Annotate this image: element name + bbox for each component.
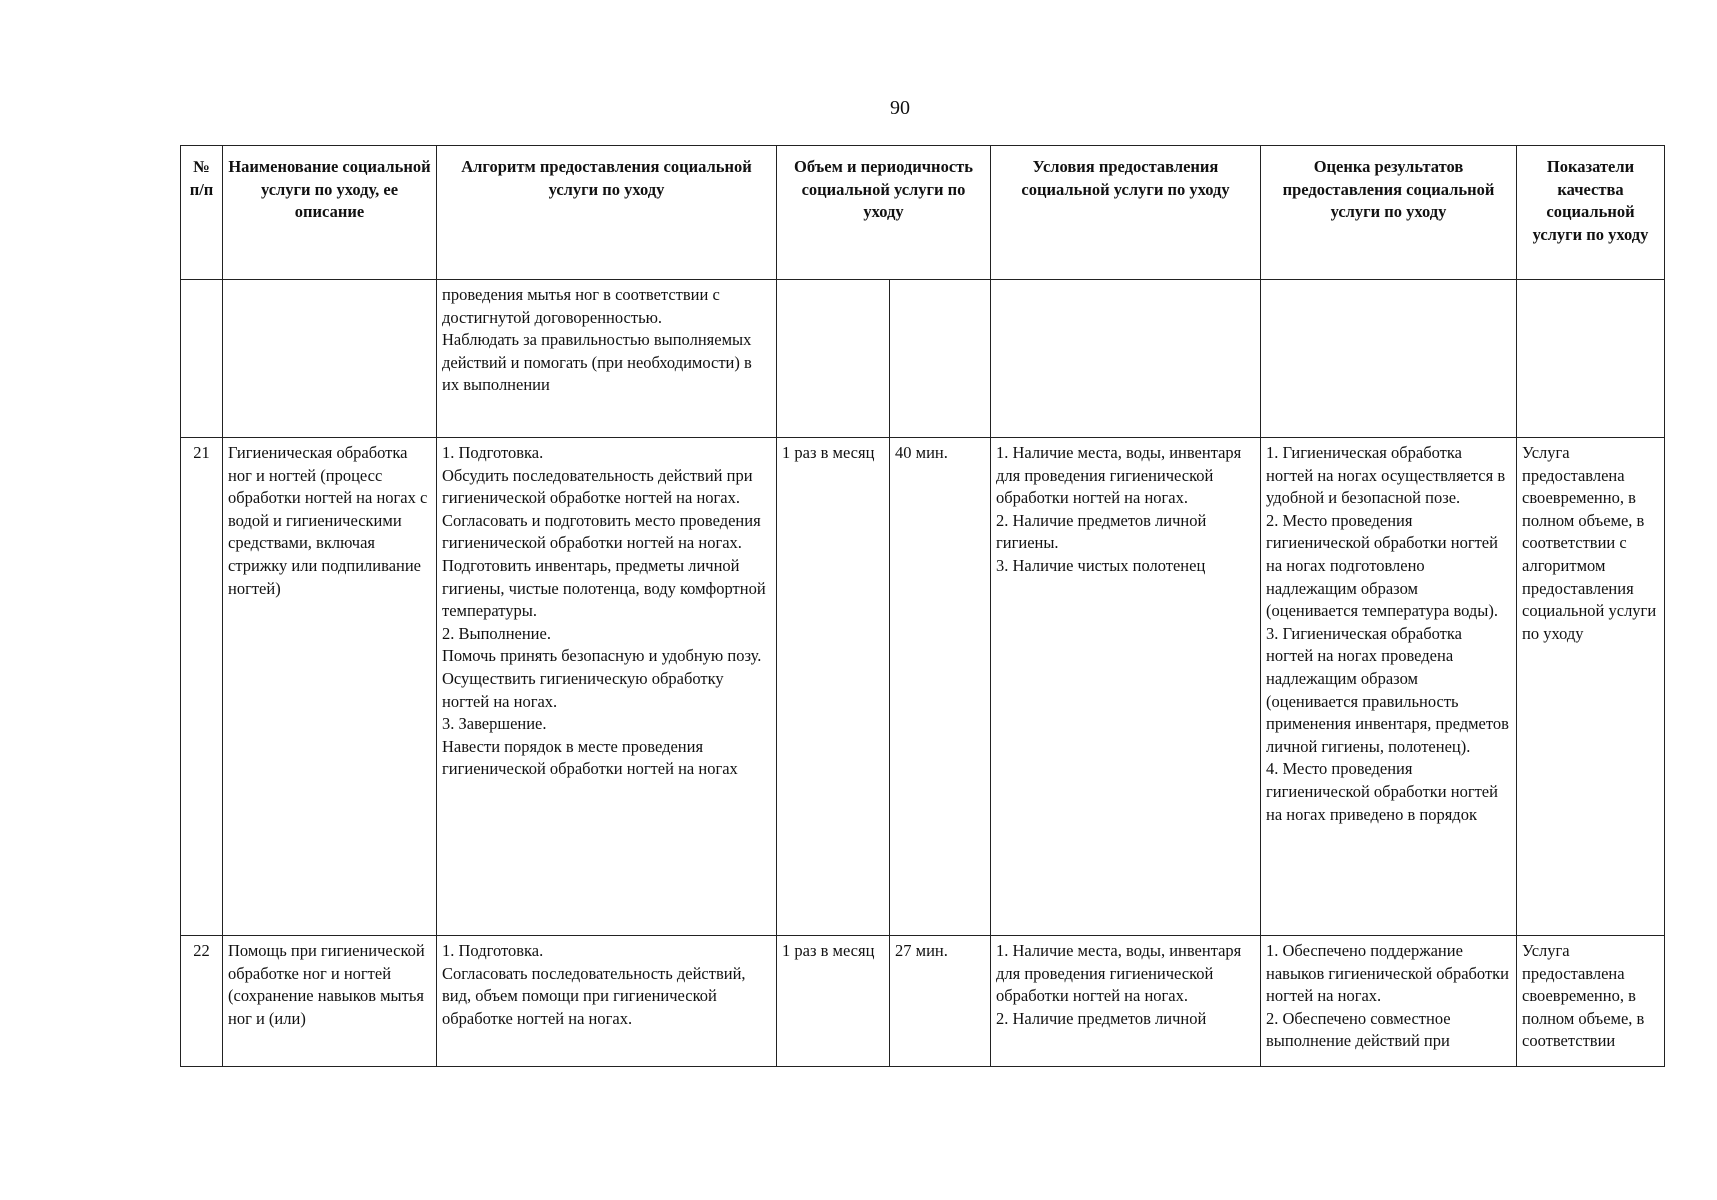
row21-evaluation-line: 4. Место проведения гигиенической обработки ногтей на ногах приведено в порядок — [1266, 759, 1498, 824]
cont-evaluation-cell — [1261, 280, 1517, 438]
row22-algorithm-line: Согласовать последовательность действий, вид, объем помощи при гигиенической обработке ногтей на ногах. — [442, 963, 746, 1028]
row21-conditions-line: 3. Наличие чистых полотенец — [996, 555, 1206, 575]
header-num: № п/п — [181, 146, 223, 280]
page-number: 90 — [890, 97, 910, 119]
services-table — [180, 145, 1665, 1067]
row22-num: 22 — [181, 936, 223, 1067]
cont-periodicity-cell — [777, 280, 890, 438]
row21-algorithm-cell — [437, 438, 777, 936]
row21-conditions-line: 2. Наличие предметов личной гигиены. — [996, 510, 1207, 553]
row22-duration: 27 мин. — [890, 936, 991, 1067]
row21-evaluation-line: 2. Место проведения гигиенической обработки ногтей на ногах подготовлено надлежащим образом (оценивается температура воды). — [1266, 510, 1498, 621]
row21-algorithm-line: Обсудить последовательность действий при гигиенической обработке ногтей на ногах. — [442, 465, 753, 508]
cont-algorithm-line: проведения мытья ног в соответствии с достигнутой договоренностью. — [442, 285, 720, 327]
header-algorithm: Алгоритм предоставления социальной услуги по уходу — [437, 146, 777, 280]
row21-algorithm-line: Навести порядок в месте проведения гигиенической обработки ногтей на ногах — [442, 736, 738, 779]
cont-duration-cell — [890, 280, 991, 438]
row21-quality: Услуга предоставлена своевременно, в полном объеме, в соответствии с алгоритмом предоставления социальной услуги по уходу — [1517, 438, 1665, 936]
row21-conditions-cell — [991, 438, 1261, 936]
row22-evaluation-line: 1. Обеспечено поддержание навыков гигиенической обработки ногтей на ногах. — [1266, 941, 1509, 1006]
cont-quality-cell — [1517, 280, 1665, 438]
row21-conditions-line: 1. Наличие места, воды, инвентаря для проведения гигиенической обработки ногтей на ногах. — [996, 443, 1242, 508]
cont-num-cell — [181, 280, 223, 438]
row21-algorithm-line: Осуществить гигиеническую обработку ногтей на ногах. — [442, 668, 724, 711]
row22-conditions-line: 1. Наличие места, воды, инвентаря для проведения гигиенической обработки ногтей на ногах. — [996, 941, 1242, 1006]
row21-algorithm-line: 3. Завершение. — [442, 714, 547, 734]
row21-algorithm-line: Согласовать и подготовить место проведения гигиенической обработки ногтей на ногах. — [442, 510, 761, 553]
row21-num: 21 — [181, 438, 223, 936]
row21-evaluation-line: 1. Гигиеническая обработка ногтей на ногах осуществляется в удобной и безопасной позе. — [1266, 443, 1506, 508]
row21-algorithm-line: Подготовить инвентарь, предметы личной гигиены, чистые полотенца, воду комфортной температуры. — [442, 555, 766, 621]
table-row-21 — [181, 438, 1665, 936]
header-name: Наименование социальной услуги по уходу, ее описание — [223, 146, 437, 280]
row22-quality: Услуга предоставлена своевременно, в полном объеме, в соответствии — [1517, 936, 1665, 1067]
table-row-22 — [181, 936, 1665, 1067]
row21-periodicity: 1 раз в месяц — [777, 438, 890, 936]
table-row-continuation — [181, 280, 1665, 438]
row21-evaluation-line: 3. Гигиеническая обработка ногтей на ногах проведена надлежащим образом (оценивается правильность применения инвентаря, предметов личной гигиены, полотенец). — [1266, 623, 1509, 756]
row21-name: Гигиеническая обработка ног и ногтей (процесс обработки ногтей на ногах с водой и гигиеническими средствами, включая стрижку или подпиливание ногтей) — [223, 438, 437, 936]
row21-algorithm-line: Помочь принять безопасную и удобную позу. — [442, 646, 762, 666]
header-evaluation: Оценка результатов предоставления социальной услуги по уходу — [1261, 146, 1517, 280]
header-volume: Объем и периодичность социальной услуги по уходу — [777, 146, 991, 280]
header-conditions: Условия предоставления социальной услуги по уходу — [991, 146, 1261, 280]
row21-duration: 40 мин. — [890, 438, 991, 936]
header-quality: Показатели качества социальной услуги по уходу — [1517, 146, 1665, 280]
table-header-row — [181, 146, 1665, 280]
cont-algorithm-line: Наблюдать за правильностью выполняемых действий и помогать (при необходимости) в их выполнении — [442, 330, 752, 395]
row22-algorithm-cell — [437, 936, 777, 1067]
row21-algorithm-line: 2. Выполнение. — [442, 623, 551, 643]
row22-evaluation-cell — [1261, 936, 1517, 1067]
row21-algorithm-line: 1. Подготовка. — [442, 443, 544, 462]
row22-periodicity: 1 раз в месяц — [777, 936, 890, 1067]
row22-name: Помощь при гигиенической обработке ног и ногтей (сохранение навыков мытья ног и (или) — [223, 936, 437, 1067]
row22-conditions-cell — [991, 936, 1261, 1067]
row22-evaluation-line: 2. Обеспечено совместное выполнение действий при — [1266, 1008, 1451, 1051]
row21-evaluation-cell — [1261, 438, 1517, 936]
cont-conditions-cell — [991, 280, 1261, 438]
row22-algorithm-line: 1. Подготовка. — [442, 941, 544, 960]
cont-algorithm-cell — [437, 280, 777, 438]
row22-conditions-line: 2. Наличие предметов личной — [996, 1008, 1207, 1028]
cont-name-cell — [223, 280, 437, 438]
